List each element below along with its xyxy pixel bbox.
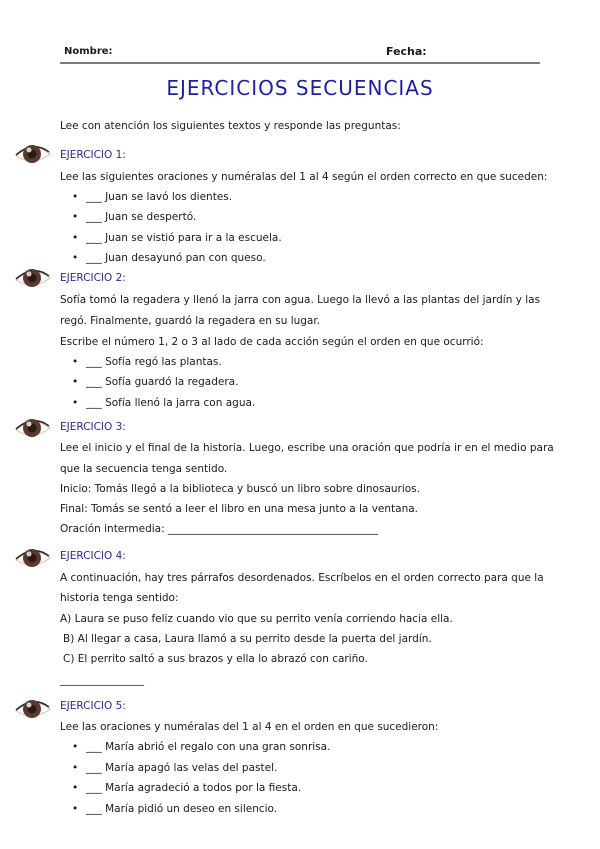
exercise-2-text: regó. Finalmente, guardó la regadera en su lugar. [60, 315, 321, 327]
nombre-label: Nombre: [64, 46, 113, 57]
exercise-2-title: EJERCICIO 2: [60, 272, 126, 284]
list-item: • ___ María agradeció a todos por la fiesta. [76, 782, 301, 794]
exercise-3-title: EJERCICIO 3: [60, 421, 126, 433]
exercise-2-text: Sofía tomó la regadera y llenó la jarra con agua. Luego la llevó a las plantas del jardín y las [60, 294, 541, 306]
exercise-4-text: A continuación, hay tres párrafos desordenados. Escríbelos en el orden correcto para que la [60, 572, 544, 584]
list-item: • ___ Juan desayunó pan con queso. [76, 252, 266, 264]
list-item: • ___ María apagó las velas del pastel. [76, 762, 277, 774]
list-item: • ___ Juan se vistió para ir a la escuela. [76, 232, 282, 244]
header [60, 44, 540, 64]
exercise-4-option-a: A) Laura se puso feliz cuando vio que su perrito venía corriendo hacia ella. [60, 613, 453, 625]
exercise-5-title: EJERCICIO 5: [60, 700, 126, 712]
exercise-4-option-b: B) Al llegar a casa, Laura llamó a su perrito desde la puerta del jardín. [63, 633, 432, 645]
eye-icon [14, 417, 52, 439]
exercise-1-instructions: Lee las siguientes oraciones y numéralas del 1 al 4 según el orden correcto en que suceden: [60, 171, 548, 183]
exercise-4-text: historia tenga sentido: [60, 592, 179, 604]
exercise-5-instructions: Lee las oraciones y numéralas del 1 al 4 en el orden en que sucedieron: [60, 721, 439, 733]
list-item: • ___ Sofía llenó la jarra con agua. [76, 397, 255, 409]
eye-icon [14, 547, 52, 569]
exercise-4-answer-line: ________________ [60, 674, 144, 686]
eye-icon [14, 143, 52, 165]
page-title: EJERCICIOS SECUENCIAS [166, 76, 434, 100]
exercise-1-title: EJERCICIO 1: [60, 149, 126, 161]
list-item: • ___ María pidió un deseo en silencio. [76, 803, 277, 815]
fecha-label: Fecha: [386, 45, 427, 58]
exercise-3-text: que la secuencia tenga sentido. [60, 463, 228, 475]
list-item: • ___ Sofía regó las plantas. [76, 356, 222, 368]
list-item: • ___ Sofía guardó la regadera. [76, 376, 238, 388]
exercise-4-title: EJERCICIO 4: [60, 550, 126, 562]
list-item: • ___ María abrió el regalo con una gran sonrisa. [76, 741, 330, 753]
exercise-3-inicio: Inicio: Tomás llegó a la biblioteca y buscó un libro sobre dinosaurios. [60, 483, 420, 495]
list-item: • ___ Juan se lavó los dientes. [76, 191, 232, 203]
exercise-3-text: Lee el inicio y el final de la historia. Luego, escribe una oración que podría ir en el medio para [60, 442, 554, 454]
list-item: • ___ Juan se despertó. [76, 211, 196, 223]
eye-icon [14, 698, 52, 720]
exercise-4-option-c: C) El perrito saltó a sus brazos y ella lo abrazó con cariño. [63, 653, 368, 665]
eye-icon [14, 267, 52, 289]
exercise-3-final: Final: Tomás se sentó a leer el libro en una mesa junto a la ventana. [60, 503, 418, 515]
exercise-3-intermedia: Oración intermedia: ________________________________________ [60, 523, 378, 535]
exercise-2-instructions: Escribe el número 1, 2 o 3 al lado de cada acción según el orden en que ocurrió: [60, 336, 484, 348]
intro-text: Lee con atención los siguientes textos y responde las preguntas: [60, 120, 401, 132]
